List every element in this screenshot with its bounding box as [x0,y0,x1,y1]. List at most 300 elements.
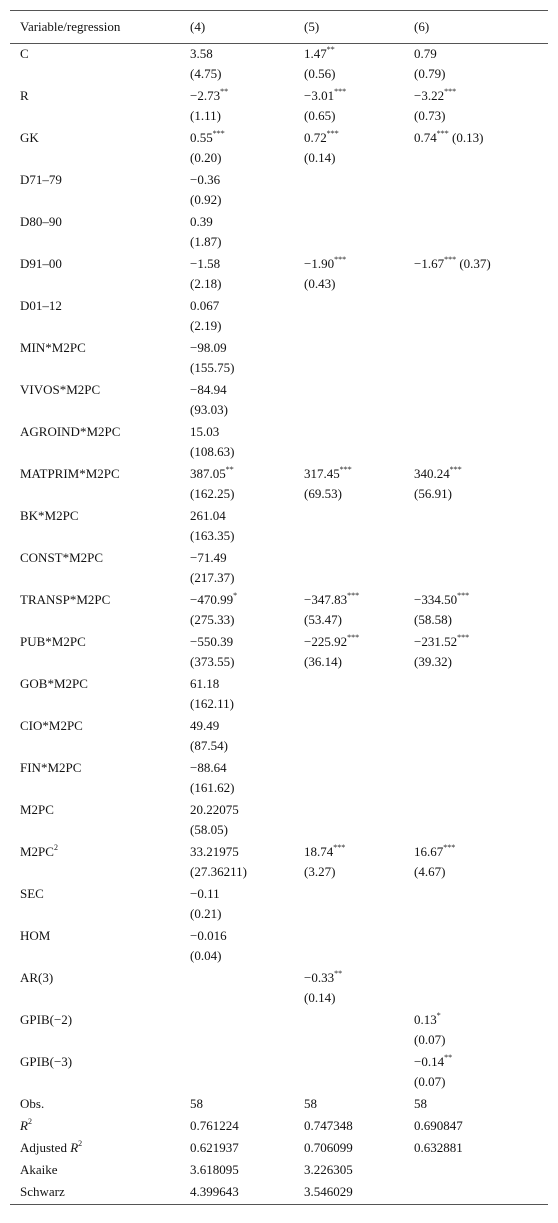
standard-error: (0.20) [190,150,222,165]
standard-error: (39.32) [414,654,452,669]
variable-name: CIO*M2PC [20,718,83,733]
coefficient-cell [404,674,548,716]
standard-error: (1.87) [190,234,222,249]
coefficient-line [304,590,404,610]
variable-name-cell [10,380,180,422]
standard-error: (163.35) [190,528,235,543]
table-row [10,86,548,128]
coefficient-cell [294,44,404,87]
coefficient-cell [294,212,404,254]
coefficient-cell [294,968,404,1010]
coefficient-cell [180,170,294,212]
variable-name-cell [10,800,180,842]
coefficient-line [414,254,548,274]
coefficient-value: −3.22 [414,88,445,103]
variable-name-cell [10,1010,180,1052]
coefficient-line [304,86,404,106]
table-header [10,11,548,44]
coefficient-cell [180,968,294,1010]
coefficient-line [190,212,294,232]
table-row [10,590,548,632]
table-row [10,44,548,87]
coefficient-line [414,86,548,106]
stat-name-cell [10,1160,180,1182]
stat-value: 0.690847 [414,1118,463,1133]
stat-name-cell [10,1116,180,1138]
coefficient-value: 33.21975 [190,844,239,859]
standard-error: (0.65) [304,108,336,123]
table-row [10,926,548,968]
coefficient-value: −84.94 [190,382,227,397]
table-row [10,464,548,506]
table-row [10,296,548,338]
coefficient-line [304,128,404,148]
stats-row [10,1182,548,1205]
table-body [10,44,548,1205]
standard-error: (162.25) [190,486,235,501]
coefficient-line [304,44,404,64]
coefficient-value: 16.67 [414,844,444,859]
stat-value: 58 [190,1096,203,1111]
header-col-4: (4) [180,11,294,44]
coefficient-line [190,716,294,736]
coefficient-line [190,674,294,694]
coefficient-value: 0.72 [304,130,327,145]
coefficient-value: −3.01 [304,88,335,103]
coefficient-cell [294,590,404,632]
significance-stars: *** [339,464,352,474]
stat-name-cell [10,1138,180,1160]
coefficient-cell [180,254,294,296]
coefficient-cell [180,548,294,590]
variable-name-cell [10,590,180,632]
standard-error: (2.19) [190,318,222,333]
coefficient-value: −550.39 [190,634,234,649]
coefficient-cell [404,296,548,338]
coefficient-cell [180,926,294,968]
table-row [10,506,548,548]
table-row [10,968,548,1010]
coefficient-line [190,464,294,484]
standard-error: (4.67) [414,864,446,879]
stat-name: R [20,1118,28,1133]
coefficient-value: −231.52 [414,634,458,649]
variable-name: MATPRIM*M2PC [20,466,120,481]
coefficient-line [190,590,294,610]
coefficient-cell [294,674,404,716]
table-row [10,1052,548,1094]
coefficient-value: 49.49 [190,718,220,733]
stat-value: 4.399643 [180,1182,294,1205]
significance-stars: *** [347,632,360,642]
coefficient-cell [180,758,294,800]
coefficient-cell [180,716,294,758]
table-row [10,548,548,590]
significance-stars: ** [444,1052,453,1062]
coefficient-value: 0.13 [414,1012,437,1027]
significance-stars: ** [334,968,343,978]
coefficient-cell [294,632,404,674]
coefficient-line [304,842,404,862]
coefficient-value: −0.016 [190,928,227,943]
coefficient-cell [404,506,548,548]
variable-name: D80–90 [20,214,62,229]
coefficient-cell [180,86,294,128]
coefficient-cell [294,1010,404,1052]
coefficient-cell [404,254,548,296]
coefficient-line [414,1010,548,1030]
coefficient-value: 0.74 [414,130,437,145]
significance-stars: *** [333,842,346,852]
coefficient-line [304,254,404,274]
coefficient-cell [294,758,404,800]
variable-name-cell [10,758,180,800]
coefficient-value: −0.36 [190,172,221,187]
coefficient-cell [404,86,548,128]
coefficient-cell [404,842,548,884]
coefficient-cell [180,842,294,884]
coefficient-cell [294,170,404,212]
variable-name: GPIB(−2) [20,1012,73,1027]
standard-error: (275.33) [190,612,235,627]
stat-name: Adjusted [20,1140,71,1155]
header-col-5: (5) [294,11,404,44]
coefficient-cell [404,128,548,170]
coefficient-value: 261.04 [190,508,226,523]
coefficient-line [190,800,294,820]
coefficient-line [190,506,294,526]
coefficient-cell [294,506,404,548]
standard-error: (93.03) [190,402,228,417]
variable-name: GPIB(−3) [20,1054,73,1069]
stat-name: Schwarz [20,1184,65,1199]
significance-stars: *** [212,128,225,138]
coefficient-line [304,632,404,652]
coefficient-cell [180,422,294,464]
variable-name-cell [10,632,180,674]
coefficient-cell [404,800,548,842]
coefficient-cell [404,968,548,1010]
standard-error: (1.11) [190,108,221,123]
stat-superscript: 2 [78,1138,83,1148]
standard-error: (0.79) [414,66,446,81]
variable-name: R [20,88,29,103]
coefficient-cell [404,716,548,758]
table-row [10,884,548,926]
coefficient-line [414,632,548,652]
coefficient-cell [404,338,548,380]
coefficient-value: −1.58 [190,256,221,271]
variable-name-cell [10,170,180,212]
coefficient-cell [294,296,404,338]
variable-name: M2PC [20,844,54,859]
table-row [10,674,548,716]
standard-error: (87.54) [190,738,228,753]
coefficient-cell [180,128,294,170]
coefficient-line [414,128,548,148]
variable-name-cell [10,506,180,548]
variable-name-cell [10,296,180,338]
coefficient-line [190,926,294,946]
stat-superscript: 2 [27,1116,32,1126]
significance-stars: ** [220,86,229,96]
coefficient-cell [294,842,404,884]
variable-name-cell [10,1052,180,1094]
stat-value: 3.226305 [304,1162,353,1177]
significance-stars: ** [326,44,335,54]
coefficient-value: −0.11 [190,886,220,901]
coefficient-cell [294,380,404,422]
table-row [10,170,548,212]
coefficient-cell [180,380,294,422]
coefficient-value: −98.09 [190,340,227,355]
coefficient-cell [180,44,294,87]
header-col-6: (6) [404,11,548,44]
coefficient-cell [180,506,294,548]
header-row [10,11,548,44]
standard-error: (0.04) [190,948,222,963]
coefficient-line [190,884,294,904]
coefficient-cell [404,758,548,800]
coefficient-cell [294,464,404,506]
coefficient-line [190,842,294,862]
coefficient-cell [180,1052,294,1094]
coefficient-line [190,338,294,358]
header-variable: Variable/regression [10,11,180,44]
variable-name: TRANSP*M2PC [20,592,111,607]
coefficient-value: 340.24 [414,466,450,481]
table-row [10,716,548,758]
variable-name: BK*M2PC [20,508,79,523]
standard-error: (36.14) [304,654,342,669]
coefficient-cell [404,380,548,422]
stat-value: 0.706099 [304,1140,353,1155]
coefficient-value: 61.18 [190,676,220,691]
coefficient-cell [294,254,404,296]
coefficient-cell [404,1052,548,1094]
coefficient-line [190,44,294,64]
table-row [10,254,548,296]
coefficient-value: −2.73 [190,88,221,103]
stat-name-cell [10,1182,180,1205]
coefficient-line [304,464,404,484]
coefficient-line [190,758,294,778]
coefficient-value: 0.55 [190,130,213,145]
coefficient-cell [180,884,294,926]
coefficient-value: −347.83 [304,592,348,607]
variable-name-cell [10,422,180,464]
stat-value: 3.546029 [294,1182,404,1205]
stat-name: Akaike [20,1162,58,1177]
stats-row [10,1138,548,1160]
stat-value: 0.621937 [190,1140,239,1155]
coefficient-cell [180,1010,294,1052]
coefficient-cell [404,884,548,926]
significance-stars: * [233,590,238,600]
standard-error: (0.14) [304,150,336,165]
coefficient-value: −88.64 [190,760,227,775]
coefficient-value: 0.067 [190,298,220,313]
table-row [10,1010,548,1052]
standard-error: (161.62) [190,780,235,795]
coefficient-cell [404,548,548,590]
standard-error: (108.63) [190,444,235,459]
coefficient-line [190,422,294,442]
coefficient-cell [404,44,548,87]
significance-stars: *** [347,590,360,600]
standard-error: (4.75) [190,66,222,81]
variable-name: VIVOS*M2PC [20,382,101,397]
significance-stars: *** [457,590,470,600]
variable-name-cell [10,716,180,758]
coefficient-line [190,170,294,190]
standard-error: (0.14) [304,990,336,1005]
coefficient-cell [180,590,294,632]
significance-stars: *** [326,128,339,138]
coefficient-line [414,464,548,484]
variable-name: D71–79 [20,172,62,187]
standard-error: (58.58) [414,612,452,627]
variable-name-cell [10,842,180,884]
standard-error: (0.07) [414,1032,446,1047]
variable-name: M2PC [20,802,54,817]
table-row [10,800,548,842]
variable-name-cell [10,674,180,716]
standard-error: (155.75) [190,360,235,375]
standard-error: (0.43) [304,276,336,291]
coefficient-cell [294,884,404,926]
stat-value: 58 [414,1096,427,1111]
significance-stars: *** [436,128,449,138]
coefficient-value: −1.67 [414,256,445,271]
coefficient-value: 0.79 [414,46,437,61]
stat-value [404,1160,548,1182]
coefficient-line [190,296,294,316]
variable-name: C [20,46,29,61]
table-row [10,338,548,380]
coefficient-cell [180,632,294,674]
stat-value: 0.747348 [304,1118,353,1133]
coefficient-cell [294,926,404,968]
stat-name-italic: R [70,1140,79,1155]
coefficient-cell [180,296,294,338]
coefficient-cell [294,716,404,758]
significance-stars: *** [457,632,470,642]
variable-name-cell [10,86,180,128]
variable-name-cell [10,464,180,506]
significance-stars: *** [449,464,462,474]
coefficient-value: −1.90 [304,256,335,271]
coefficient-cell [294,1052,404,1094]
standard-error: (0.56) [304,66,336,81]
variable-name: HOM [20,928,51,943]
coefficient-line [190,632,294,652]
significance-stars: *** [443,842,456,852]
stats-row [10,1094,548,1116]
coefficient-line [414,1052,548,1072]
variable-name: CONST*M2PC [20,550,104,565]
standard-error: (0.13) [452,130,484,145]
variable-name: AR(3) [20,970,54,985]
variable-name-cell [10,548,180,590]
coefficient-line [190,86,294,106]
coefficient-cell [404,632,548,674]
table-row [10,422,548,464]
variable-superscript: 2 [53,842,58,852]
coefficient-value: −225.92 [304,634,348,649]
standard-error: (2.18) [190,276,222,291]
coefficient-cell [404,464,548,506]
coefficient-value: 15.03 [190,424,220,439]
coefficient-value: 0.39 [190,214,213,229]
variable-name: PUB*M2PC [20,634,86,649]
standard-error: (3.27) [304,864,336,879]
coefficient-line [190,254,294,274]
coefficient-cell [294,86,404,128]
standard-error: (69.53) [304,486,342,501]
coefficient-cell [294,548,404,590]
coefficient-value: 1.47 [304,46,327,61]
standard-error: (0.73) [414,108,446,123]
coefficient-value: 387.05 [190,466,226,481]
stat-value [404,1182,548,1205]
standard-error: (0.92) [190,192,222,207]
variable-name: AGROIND*M2PC [20,424,121,439]
significance-stars: *** [334,86,347,96]
variable-name-cell [10,926,180,968]
variable-name: D01–12 [20,298,62,313]
significance-stars: *** [444,86,457,96]
standard-error: (58.05) [190,822,228,837]
variable-name-cell [10,884,180,926]
coefficient-cell [294,128,404,170]
standard-error: (0.37) [459,256,491,271]
table-row [10,212,548,254]
coefficient-cell [180,338,294,380]
variable-name: SEC [20,886,44,901]
coefficient-line [190,128,294,148]
coefficient-value: 18.74 [304,844,334,859]
variable-name-cell [10,44,180,87]
coefficient-cell [404,422,548,464]
stat-value: 0.761224 [190,1118,239,1133]
stats-row [10,1116,548,1138]
coefficient-cell [404,212,548,254]
standard-error: (56.91) [414,486,452,501]
table-row [10,632,548,674]
coefficient-line [190,548,294,568]
standard-error: (27.36211) [190,864,247,879]
coefficient-cell [404,1010,548,1052]
stat-name-cell [10,1094,180,1116]
table-row [10,128,548,170]
coefficient-value: 20.22075 [190,802,239,817]
variable-name-cell [10,968,180,1010]
variable-name: FIN*M2PC [20,760,82,775]
coefficient-cell [404,590,548,632]
coefficient-value: 3.58 [190,46,213,61]
standard-error: (0.07) [414,1074,446,1089]
stat-value: 58 [304,1096,317,1111]
significance-stars: ** [225,464,234,474]
variable-name: GK [20,130,39,145]
table-row [10,758,548,800]
variable-name: GOB*M2PC [20,676,88,691]
coefficient-value: −0.14 [414,1054,445,1069]
coefficient-line [190,380,294,400]
coefficient-line [304,968,404,988]
coefficient-value: −470.99 [190,592,234,607]
